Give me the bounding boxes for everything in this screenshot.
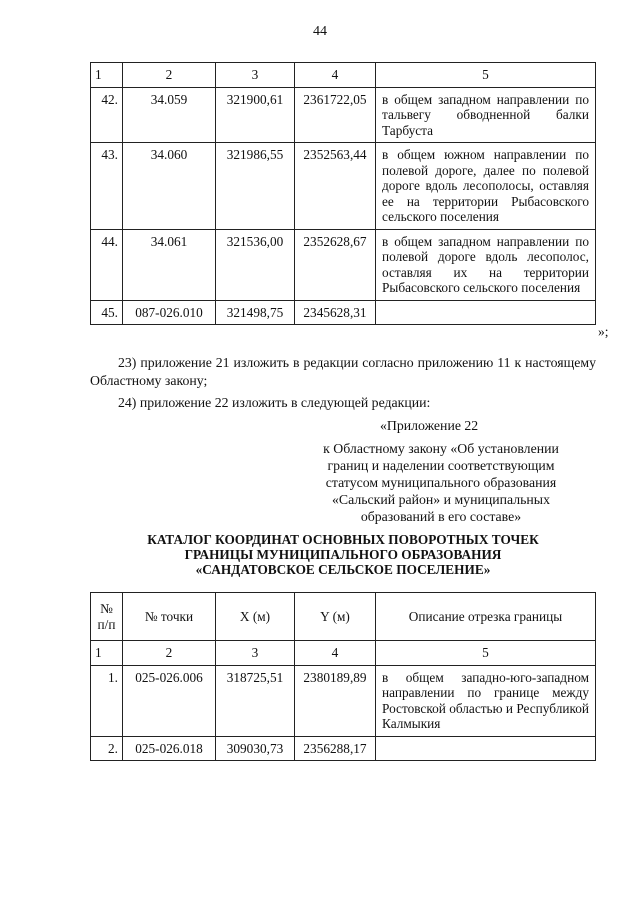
y-coordinate: 2352563,44 (295, 143, 376, 230)
y-coordinate: 2361722,05 (295, 87, 376, 143)
table-header-row (91, 593, 596, 641)
table-row (91, 300, 596, 325)
closing-quote-mark: »; (598, 324, 609, 339)
header-col-4: 4 (295, 63, 376, 88)
point-id: 025-026.006 (123, 665, 216, 736)
table-row (91, 665, 596, 736)
table-header-numbers-row (91, 641, 596, 666)
segment-description: в общем южном направлении по полевой дороге, далее по полевой дороге вдоль лесополосы, оставляя ее на территории Рыбасовского сельского поселения (376, 143, 596, 230)
segment-description (376, 736, 596, 761)
x-coordinate: 318725,51 (216, 665, 295, 736)
coordinates-catalog-table (90, 592, 596, 761)
header-col-1: 1 (91, 63, 123, 88)
row-number: 42. (91, 87, 123, 143)
header-description: Описание отрезка границы (376, 593, 596, 641)
x-coordinate: 321498,75 (216, 300, 295, 325)
point-id: 34.059 (123, 87, 216, 143)
header-x: X (м) (216, 593, 295, 641)
x-coordinate: 321986,55 (216, 143, 295, 230)
table-header-row (91, 63, 596, 88)
point-id: 025-026.018 (123, 736, 216, 761)
catalog-title-line: «САНДАТОВСКОЕ СЕЛЬСКОЕ ПОСЕЛЕНИЕ» (195, 562, 491, 577)
y-coordinate: 2352628,67 (295, 229, 376, 300)
boundary-table-continued (90, 62, 596, 325)
segment-description: в общем западно-юго-западном направлении по границе между Ростовской областью и Республикой Калмыкия (376, 665, 596, 736)
page-number: 44 (313, 24, 327, 39)
row-number: 1. (91, 665, 123, 736)
point-id: 34.061 (123, 229, 216, 300)
appendix-reference-line: к Областному закону «Об установлении (323, 441, 559, 456)
row-number: 45. (91, 300, 123, 325)
catalog-title-line: ГРАНИЦЫ МУНИЦИПАЛЬНОГО ОБРАЗОВАНИЯ (184, 547, 502, 562)
header-y: Y (м) (295, 593, 376, 641)
appendix-reference (296, 440, 586, 525)
x-coordinate: 321900,61 (216, 87, 295, 143)
header-row-number: № п/п (91, 593, 123, 641)
appendix-title: «Приложение 22 (380, 418, 479, 433)
amendment-paragraph-24: 24) приложение 22 изложить в следующей редакции: (118, 395, 431, 410)
appendix-reference-line: «Сальский район» и муниципальных (332, 492, 550, 507)
point-id: 34.060 (123, 143, 216, 230)
y-coordinate: 2356288,17 (295, 736, 376, 761)
row-number: 2. (91, 736, 123, 761)
appendix-reference-line: образований в его составе» (360, 509, 522, 524)
appendix-reference-line: статусом муниципального образования (325, 475, 557, 490)
catalog-title (90, 532, 596, 577)
header-col-2: 2 (123, 63, 216, 88)
row-number: 43. (91, 143, 123, 230)
table-row (91, 143, 596, 230)
row-number: 44. (91, 229, 123, 300)
x-coordinate: 321536,00 (216, 229, 295, 300)
point-id: 087-026.010 (123, 300, 216, 325)
header-col-3: 3 (216, 63, 295, 88)
table-row (91, 736, 596, 761)
header-number-3: 3 (216, 641, 295, 666)
header-number-2: 2 (123, 641, 216, 666)
segment-description (376, 300, 596, 325)
header-point: № точки (123, 593, 216, 641)
header-number-4: 4 (295, 641, 376, 666)
header-number-5: 5 (376, 641, 596, 666)
catalog-title-line: КАТАЛОГ КООРДИНАТ ОСНОВНЫХ ПОВОРОТНЫХ ТОЧЕК (147, 532, 539, 547)
y-coordinate: 2380189,89 (295, 665, 376, 736)
x-coordinate: 309030,73 (216, 736, 295, 761)
appendix-reference-line: границ и наделении соответствующим (327, 458, 555, 473)
table-row (91, 229, 596, 300)
table-row (91, 87, 596, 143)
amendment-paragraph-23: 23) приложение 21 изложить в редакции согласно приложению 11 к настоящему Областному закону; (90, 355, 596, 388)
segment-description: в общем западном направлении по тальвегу обводненной балки Тарбуста (376, 87, 596, 143)
y-coordinate: 2345628,31 (295, 300, 376, 325)
segment-description: в общем западном направлении по полевой дороге вдоль лесополос, оставляя их на территории Рыбасовского сельского поселения (376, 229, 596, 300)
header-col-5: 5 (376, 63, 596, 88)
header-number-1: 1 (91, 641, 123, 666)
